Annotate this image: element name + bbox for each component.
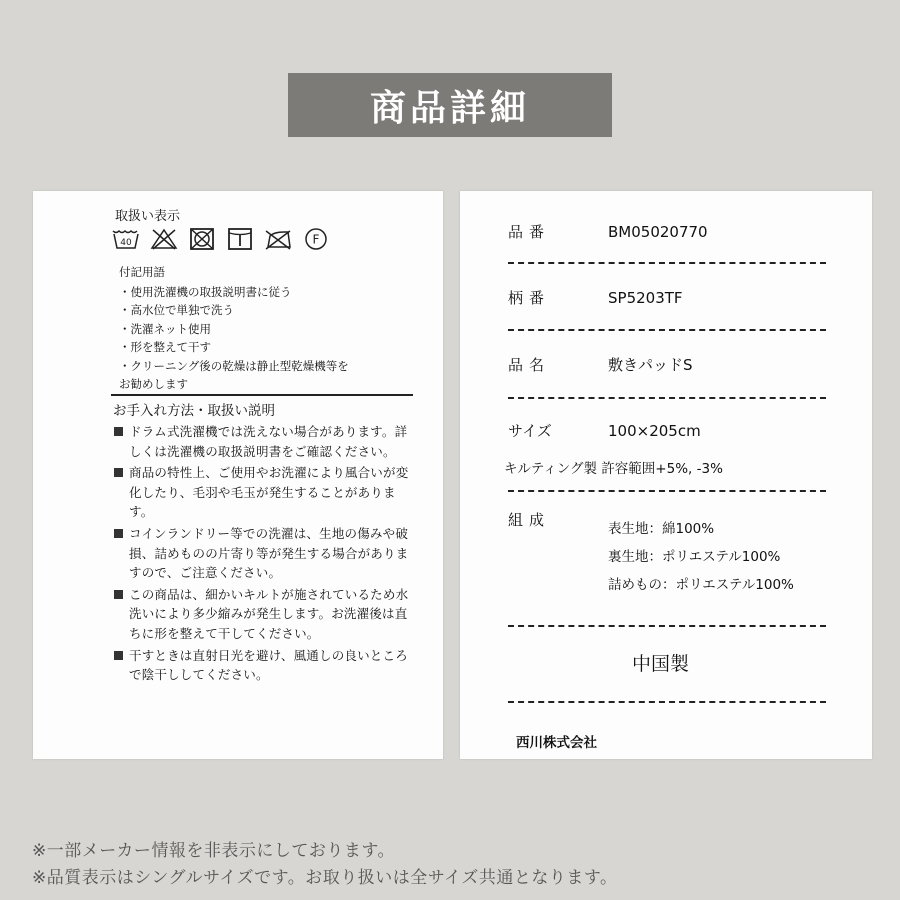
care-label xyxy=(33,191,443,759)
footnote-line: ※品質表示はシングルサイズです。お取り扱いは全サイズ共通となります。 xyxy=(32,868,618,888)
manual-item: コインランドリー等での洗濯は、生地の傷みや破損、詰めものの片寄り等が発生する場合がありますので、ご注意ください。 xyxy=(113,524,413,583)
divider xyxy=(508,701,826,703)
note-line: ・形を整えて干す xyxy=(119,340,211,354)
composition-part: 裏生地 xyxy=(608,549,649,565)
composition-part: 詰めもの xyxy=(608,577,662,593)
size-value: 100×205cm xyxy=(608,422,701,440)
size-label: サイズ xyxy=(508,422,552,440)
dry-clean-f-icon xyxy=(302,227,330,251)
product-no-label: 品番 xyxy=(508,223,551,241)
divider xyxy=(508,329,826,331)
square-bullet-icon xyxy=(114,468,123,477)
line-dry-icon xyxy=(226,227,254,251)
care-notes xyxy=(119,263,409,394)
note-line: お勧めします xyxy=(119,377,188,391)
square-bullet-icon xyxy=(114,590,123,599)
footnotes xyxy=(32,838,618,892)
divider xyxy=(508,490,826,492)
product-name-label: 品名 xyxy=(508,356,551,374)
care-manual xyxy=(113,399,413,687)
composition-row: 表生地：綿100% xyxy=(608,521,715,537)
notes-title: 付記用語 xyxy=(119,265,165,279)
composition-material: ポリエステル100% xyxy=(675,577,794,593)
wash-temp-text: 40 xyxy=(120,238,132,248)
note-line: ・洗濯ネット使用 xyxy=(119,321,211,336)
square-bullet-icon xyxy=(114,529,123,538)
composition-row: 裏生地：ポリエステル100% xyxy=(608,549,781,565)
page-title: 商品詳細 xyxy=(288,73,612,137)
quilt-tolerance: キルティング製 許容範囲+5%, -3% xyxy=(504,461,723,477)
pattern-no-row xyxy=(508,287,683,308)
note-line: ・クリーニング後の乾燥は静止型乾燥機等を xyxy=(119,358,349,373)
composition-material: 綿100% xyxy=(662,521,715,537)
country-of-origin: 中国製 xyxy=(632,653,690,675)
size-row xyxy=(508,420,701,441)
divider xyxy=(508,262,826,264)
no-iron-icon xyxy=(264,227,292,251)
care-symbols xyxy=(112,227,330,251)
manual-title: お手入れ方法・取扱い説明 xyxy=(113,403,275,419)
dry-clean-letter: F xyxy=(312,232,320,247)
manual-item: 干すときは直射日光を避け、風通しの良いところで陰干ししてください。 xyxy=(113,646,413,685)
square-bullet-icon xyxy=(114,427,123,436)
manual-item: ドラム式洗濯機では洗えない場合があります。詳しくは洗濯機の取扱説明書をご確認ください。 xyxy=(113,422,413,461)
care-title: 取扱い表示 xyxy=(115,209,181,224)
manual-item: この商品は、細かいキルトが施されているため水洗いにより多少縮みが発生します。お洗濯後は直ちに形を整えて干してください。 xyxy=(113,585,413,644)
pattern-no-label: 柄番 xyxy=(508,289,551,307)
washtub-40-icon xyxy=(112,227,140,251)
product-no-row xyxy=(508,221,708,242)
manual-item: 商品の特性上、ご使用やお洗濯により風合いが変化したり、毛羽や毛玉が発生することがあります。 xyxy=(113,463,413,522)
no-bleach-icon xyxy=(150,227,178,251)
composition-part: 表生地 xyxy=(608,521,649,537)
divider xyxy=(508,397,826,399)
pattern-no-value: SP5203TF xyxy=(608,289,683,307)
product-name-value: 敷きパッドS xyxy=(608,356,693,374)
divider xyxy=(508,625,826,627)
divider xyxy=(111,394,413,396)
square-bullet-icon xyxy=(114,651,123,660)
manufacturer: 西川株式会社 xyxy=(516,735,597,751)
composition-label: 組成 xyxy=(508,511,551,529)
note-line: ・高水位で単独で洗う xyxy=(119,303,234,317)
product-no-value: BM05020770 xyxy=(608,223,708,241)
note-line: ・使用洗濯機の取扱説明書に従う xyxy=(119,284,292,299)
product-name-row xyxy=(508,354,693,375)
composition-row: 詰めもの：ポリエステル100% xyxy=(608,577,794,593)
spec-label xyxy=(460,191,872,759)
composition-material: ポリエステル100% xyxy=(662,549,781,565)
footnote-line: ※一部メーカー情報を非表示にしております。 xyxy=(32,841,396,861)
no-tumble-dry-icon xyxy=(188,227,216,251)
